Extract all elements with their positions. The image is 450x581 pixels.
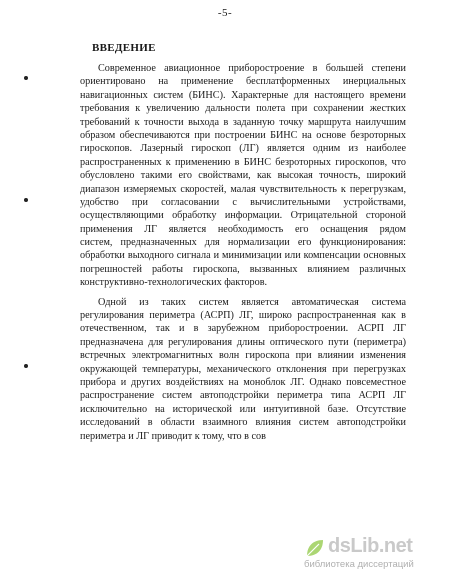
text-line: отечественном, так и в зарубежном приборостроении. АСРП ЛГ	[80, 323, 406, 335]
leaf-icon	[304, 537, 326, 559]
watermark-caption: библиотека диссертаций	[304, 559, 414, 570]
text-line: ориентировано на применение бесплатформенных инерциальных	[80, 76, 406, 88]
body-text	[80, 62, 406, 443]
text-line: осуществляющими обработку информации. Отрицательной стороной	[80, 210, 406, 222]
text-line: Современное авиационное приборостроение в большей степени	[98, 63, 406, 74]
paragraph-1	[80, 62, 406, 290]
text-line: исключительно на исторической или интуитивной базе. Отсутствие	[80, 403, 406, 415]
text-line: распространенных к применению в БИНС безроторных гироскопов, что	[80, 156, 406, 168]
text-line: предназначена для регулирования длины оптического пути (периметра)	[80, 336, 406, 348]
text-line: обработки выходного сигнала и минимизации или компенсации основных	[80, 250, 406, 262]
section-heading: ВВЕДЕНИЕ	[92, 42, 156, 54]
text-line: периметра и ЛГ приводит к тому, что в сов	[80, 430, 266, 442]
text-line: требования к увеличению дальности полета при сохранении жестких	[80, 103, 406, 115]
text-line: гироскопов. Лазерный гироскоп (ЛГ) является одним из наиболее	[80, 143, 406, 155]
text-line: встречных электромагнитных волн гироскопа при влиянии изменения	[80, 350, 406, 362]
text-line: погрешностей работы гироскопа, вызванных влиянием различных	[80, 263, 406, 275]
text-line: удобство при согласовании с вычислительными устройствами,	[80, 196, 406, 208]
text-line: распространение систем автоподстройки периметра типа АСРП ЛГ	[80, 390, 406, 402]
text-line: Одной из таких систем является автоматическая система	[98, 296, 406, 308]
margin-mark	[24, 364, 28, 368]
text-line: применения ЛГ является необходимость его оснащения рядом	[80, 223, 406, 235]
text-line: навигационных систем (БИНС). Характерные для настоящего времени	[80, 89, 406, 101]
text-line: регулирования периметра (АСРП) ЛГ, широко распространенная как в	[80, 310, 406, 322]
watermark	[302, 535, 442, 575]
page-number: -5-	[217, 7, 233, 19]
text-line: прибора и других воздействиях на моноблок ЛГ. Однако повсеместное	[80, 376, 406, 388]
watermark-logo: dsLib.net	[328, 535, 413, 557]
text-line: исследований в области взаимного влияния систем автоподстройки	[80, 417, 406, 429]
text-line: окружающей температуры, механического отклонения при перегрузках	[80, 363, 406, 375]
margin-mark	[24, 198, 28, 202]
text-line: требований к точности выхода в заданную точку маршрута наилучшим	[80, 116, 406, 128]
text-line: обусловлено такими его свойствами, как высокая точность, широкий	[80, 170, 406, 182]
text-line: систем, предназначенных для нормализации его функционирования:	[80, 237, 406, 249]
text-line: конструктивно-технологических факторов.	[80, 277, 268, 289]
margin-mark	[24, 76, 28, 80]
text-line: диапазон измеряемых скоростей, малая чувствительность к перегрузкам,	[80, 183, 406, 195]
text-line: образом обеспечиваются при построении БИНС на основе безроторных	[80, 129, 406, 141]
paragraph-2	[80, 296, 406, 443]
